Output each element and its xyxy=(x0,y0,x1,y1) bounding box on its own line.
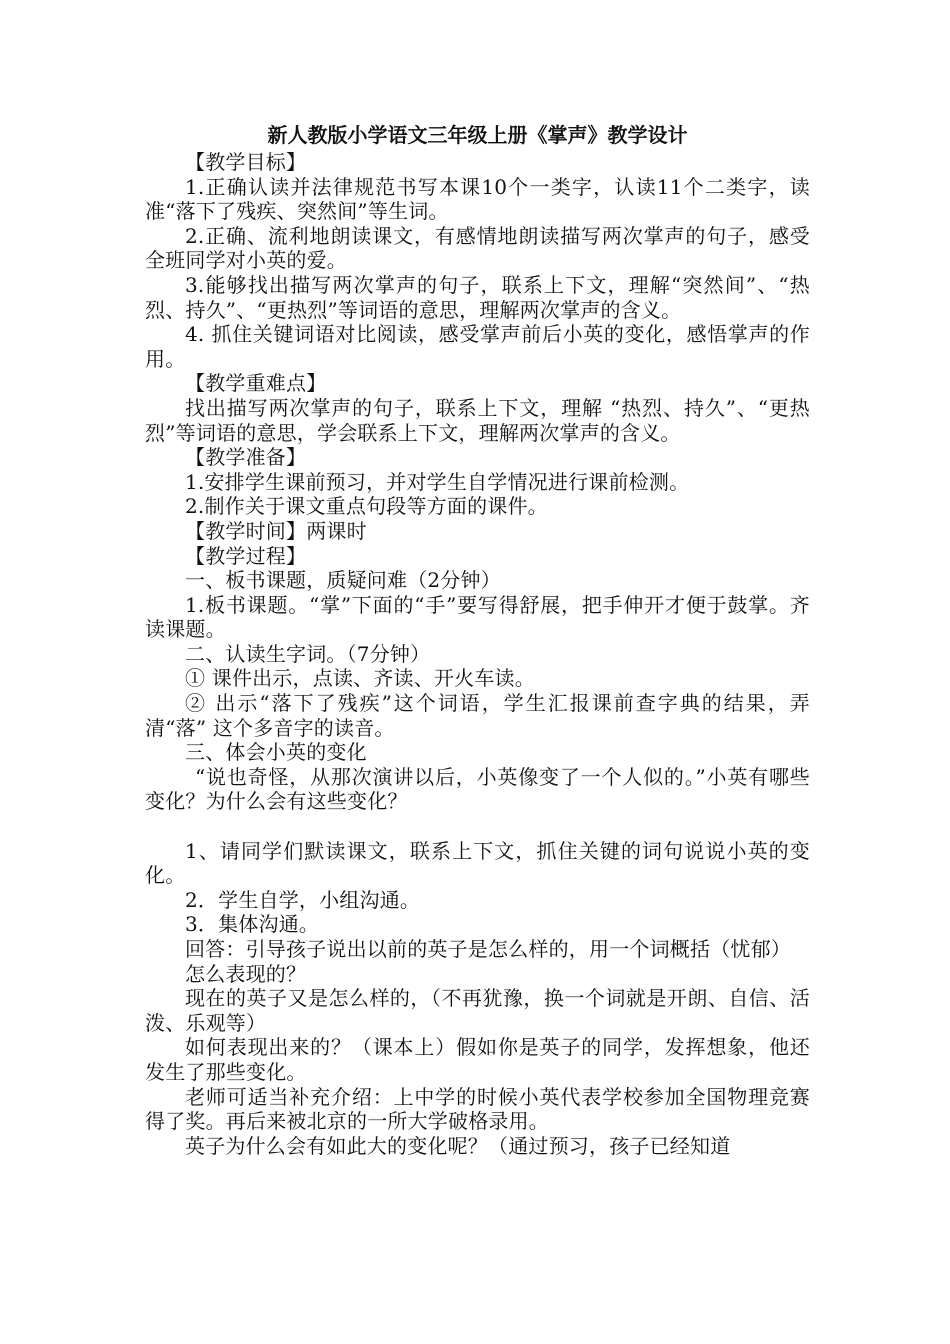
document-title: 新人教版小学语文三年级上册《掌声》教学设计 xyxy=(267,123,688,147)
section-heading-preparation: 【教学准备】 xyxy=(185,445,307,470)
section-heading-key-points: 【教学重难点】 xyxy=(185,371,327,396)
blank-line xyxy=(145,814,810,839)
process-step-3-heading: 三、体会小英的变化 xyxy=(185,740,367,765)
process-step-1-item: 1.板书课题。“掌”下面的“手”要写得舒展，把手伸开才便于鼓掌。齐读课题。 xyxy=(145,592,810,642)
section-heading-objectives: 【教学目标】 xyxy=(185,150,307,174)
process-step-3-item-3: 3．集体沟通。 xyxy=(185,912,320,937)
objective-4: 4. 抓住关键词语对比阅读，感受掌声前后小英的变化，感悟掌声的作用。 xyxy=(145,322,810,371)
preparation-2: 2.制作关于课文重点句段等方面的课件。 xyxy=(185,494,548,519)
key-points-text: 找出描写两次掌声的句子，联系上下文，理解 “热烈、持久”、“更热烈”等词语的意思，学会联系上下文，理解两次掌声的含义。 xyxy=(145,395,810,445)
answer-now: 现在的英子又是怎么样的，（不再犹豫，换一个词就是开朗、自信、活泼、乐观等） xyxy=(145,986,810,1035)
objective-1: 1.正确认读并法律规范书写本课10个一类字，认读11个二类字，读准“落下了残疾、突然间”等生词。 xyxy=(145,174,810,224)
process-step-3-quote: “说也奇怪，从那次演讲以后，小英像变了一个人似的。”小英有哪些变化？为什么会有这些变化？ xyxy=(145,764,810,814)
process-step-2-item-2: ② 出示“落下了残疾”这个词语，学生汇报课前查字典的结果，弄清“落” 这个多音字的读音。 xyxy=(145,691,810,740)
question-how-expressed: 如何表现出来的？（课本上）假如你是英子的同学，发挥想象，他还发生了那些变化。 xyxy=(145,1035,810,1084)
preparation-1: 1.安排学生课前预习，并对学生自学情况进行课前检测。 xyxy=(185,469,690,494)
process-step-2-heading: 二、认读生字词。（7分钟） xyxy=(185,641,431,666)
teacher-supplement: 老师可适当补充介绍：上中学的时候小英代表学校参加全国物理竞赛得了奖。再后来被北京的一所大学破格录用。 xyxy=(145,1084,810,1134)
answer-paragraph: 回答：引导孩子说出以前的英子是怎么样的，用一个词概括（忧郁） xyxy=(185,937,791,961)
section-heading-time: 【教学时间】两课时 xyxy=(185,518,367,543)
document-page xyxy=(145,122,810,1158)
process-step-3-item-1: 1、请同学们默读课文，联系上下文，抓住关键的词句说说小英的变化。 xyxy=(145,838,810,888)
process-step-2-item-1: ① 课件出示，点读、齐读、开火车读。 xyxy=(185,666,535,691)
objective-2: 2.正确、流利地朗读课文，有感情地朗读描写两次掌声的句子，感受全班同学对小英的爱。 xyxy=(145,223,810,273)
process-step-3-item-2: 2．学生自学，小组沟通。 xyxy=(185,887,421,912)
process-step-1-heading: 一、板书课题，质疑问难（2分钟） xyxy=(185,568,501,593)
question-why-change: 英子为什么会有如此大的变化呢？（通过预习，孩子已经知道 xyxy=(185,1133,731,1158)
question-how-shown: 怎么表现的？ xyxy=(185,961,307,986)
objective-3: 3.能够找出描写两次掌声的句子，联系上下文，理解“突然间”、“热烈、持久”、“更热烈”等词语的意思，理解两次掌声的含义。 xyxy=(145,272,810,322)
section-heading-process: 【教学过程】 xyxy=(185,543,307,568)
